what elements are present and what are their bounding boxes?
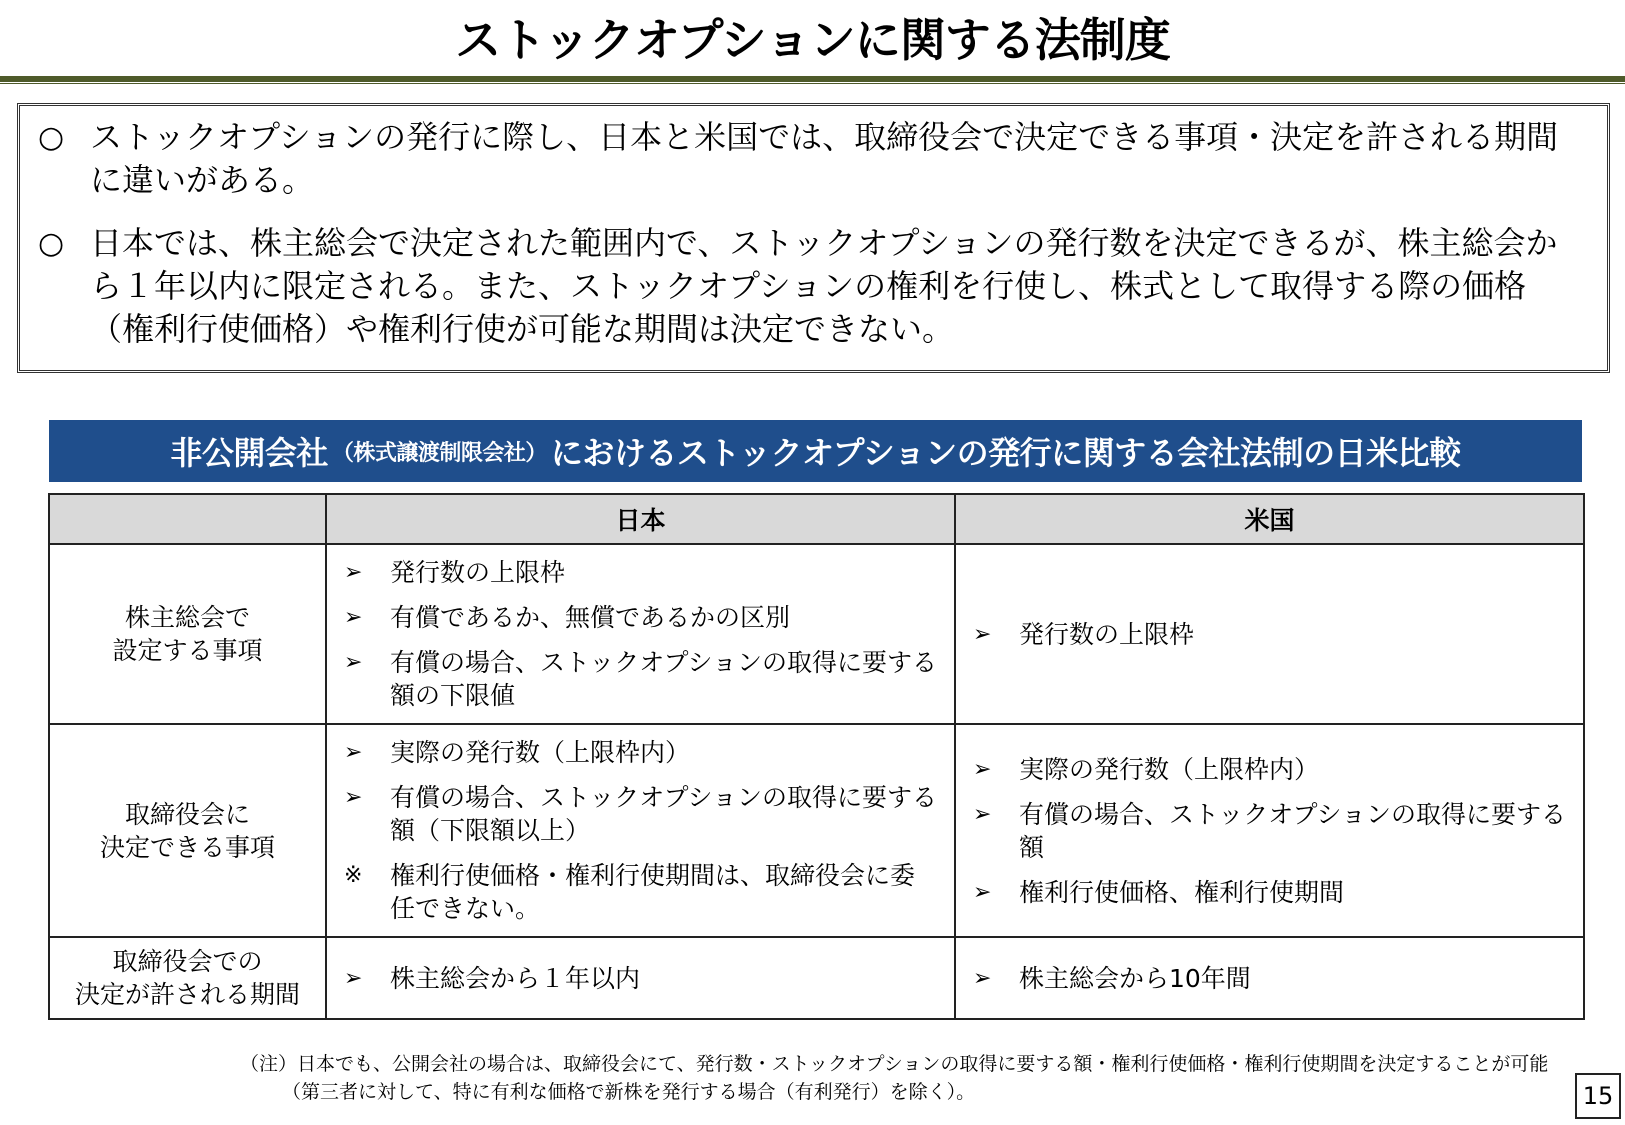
title-underline	[0, 76, 1625, 82]
title-underline-thin	[0, 83, 1625, 84]
us-cell	[955, 937, 1584, 1019]
row-label: 取締役会に 決定できる事項	[49, 724, 326, 937]
header-japan: 日本	[326, 494, 955, 544]
footnote-line: （第三者に対して、特に有利な価格で新株を発行する場合（有利発行）を除く）。	[282, 1081, 976, 1103]
arrow-bullet-icon: ➢	[973, 621, 992, 647]
header-empty	[49, 494, 326, 544]
summary-box	[17, 103, 1610, 373]
footnote	[240, 1050, 1580, 1106]
arrow-bullet-icon: ➢	[344, 965, 363, 991]
table-row	[49, 937, 1584, 1019]
list-item: ➢ 発行数の上限枠	[344, 558, 566, 587]
table-row	[49, 724, 1584, 937]
arrow-bullet-icon: ➢	[344, 650, 363, 675]
list-item: ➢ 発行数の上限枠	[973, 619, 1195, 649]
arrow-bullet-icon: ➢	[344, 560, 363, 585]
summary-bullet	[38, 222, 1585, 351]
arrow-bullet-icon: ➢	[344, 740, 363, 765]
arrow-bullet-icon: ➢	[344, 605, 363, 630]
table-row	[49, 544, 1584, 724]
reference-mark-icon: ※	[344, 863, 363, 888]
list-item: ➢ 有償の場合、ストックオプションの取得に要する額の下限値	[344, 648, 938, 710]
list-item: ➢ 株主総会から10年間	[973, 963, 1251, 993]
arrow-bullet-icon: ➢	[973, 801, 992, 827]
list-item: ➢ 権利行使価格、権利行使期間	[973, 877, 1345, 907]
summary-text: ストックオプションの発行に際し、日本と米国では、取締役会で決定できる事項・決定を許される期間に違いがある。	[90, 118, 1559, 199]
list-item: ※ 権利行使価格・権利行使期間は、取締役会に委任できない。	[344, 861, 916, 923]
list-item: ➢ 株主総会から１年以内	[344, 963, 641, 993]
row-label: 株主総会で 設定する事項	[49, 544, 326, 724]
list-item: ➢ 有償であるか、無償であるかの区別	[344, 603, 791, 632]
japan-cell	[326, 544, 955, 724]
table-header-row	[49, 494, 1584, 544]
comparison-table	[48, 493, 1585, 1020]
arrow-bullet-icon: ➢	[973, 879, 992, 905]
arrow-bullet-icon: ➢	[973, 756, 992, 782]
footnote-line: （注）日本でも、公開会社の場合は、取締役会にて、発行数・ストックオプションの取得に要する額・権利行使価格・権利行使期間を決定することが可能	[240, 1053, 1549, 1075]
list-item: ➢ 有償の場合、ストックオプションの取得に要する額（下限額以上）	[344, 783, 938, 845]
arrow-bullet-icon: ➢	[344, 785, 363, 810]
row-label: 取締役会での 決定が許される期間	[49, 937, 326, 1019]
circle-bullet-icon: ○	[38, 120, 65, 155]
summary-text: 日本では、株主総会で決定された範囲内で、ストックオプションの発行数を決定できるが、株主総会から１年以内に限定される。また、ストックオプションの権利を行使し、株式として取得する際の価格（権利行使価格）や権利行使が可能な期間は決定できない。	[90, 224, 1558, 348]
summary-bullet	[38, 116, 1585, 202]
banner-title-main: 非公開会社	[170, 434, 328, 472]
list-item: ➢ 有償の場合、ストックオプションの取得に要する額	[973, 799, 1567, 862]
japan-cell	[326, 937, 955, 1019]
arrow-bullet-icon: ➢	[973, 965, 992, 991]
header-us: 米国	[955, 494, 1584, 544]
list-item: ➢ 実際の発行数（上限枠内）	[973, 754, 1320, 784]
list-item: ➢ 実際の発行数（上限枠内）	[344, 738, 691, 767]
us-cell	[955, 724, 1584, 937]
section-banner	[49, 420, 1582, 482]
page-number: 15	[1575, 1073, 1621, 1119]
banner-title-rest: におけるストックオプションの発行に関する会社法制の日米比較	[550, 434, 1461, 472]
circle-bullet-icon: ○	[38, 226, 65, 261]
banner-title-paren: （株式譲渡制限会社）	[331, 440, 547, 466]
us-cell	[955, 544, 1584, 724]
page-title: ストックオプションに関する法制度	[455, 13, 1170, 67]
japan-cell	[326, 724, 955, 937]
